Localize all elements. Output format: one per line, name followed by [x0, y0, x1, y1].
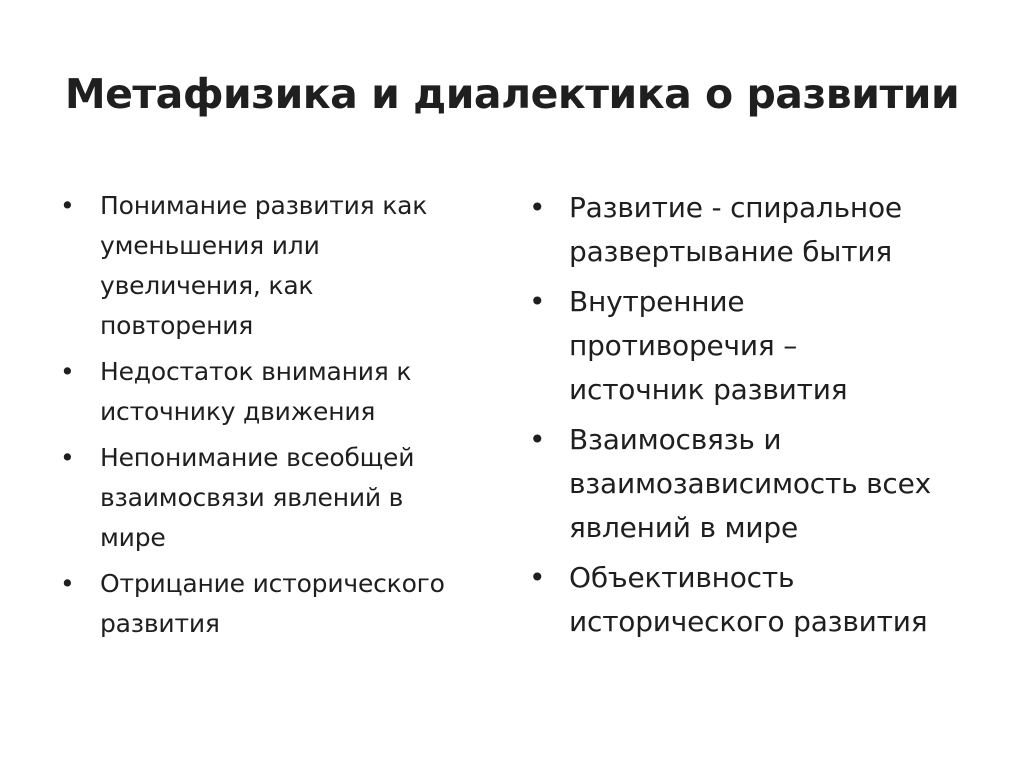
left-list-item-line: мире: [100, 523, 166, 552]
right-list-item: [527, 556, 997, 644]
left-list-item: [58, 352, 498, 432]
left-list-item-line: развития: [100, 609, 220, 638]
bullet-icon: •: [60, 443, 75, 472]
right-list-item-line: явлений в мире: [569, 511, 798, 544]
left-list-item-line: уменьшения или: [100, 231, 320, 260]
left-list-item: [58, 438, 498, 558]
left-list-item-line: увеличения, как: [100, 271, 314, 300]
left-list-item-line: Понимание развития как: [100, 191, 428, 220]
right-list-item-line: Развитие - спиральное: [569, 191, 902, 224]
left-list-item-line: Недостаток внимания к: [100, 357, 412, 386]
bullet-icon: •: [60, 191, 75, 220]
bullet-icon: •: [529, 191, 546, 224]
right-list-item: [527, 418, 997, 550]
left-list-item-line: повторения: [100, 311, 254, 340]
left-list-item-line: Непонимание всеобщей: [100, 443, 415, 472]
left-list-item-line: взаимосвязи явлений в: [100, 483, 404, 512]
bullet-icon: •: [529, 423, 546, 456]
right-list-item-line: исторического развития: [569, 605, 928, 638]
bullet-icon: •: [529, 285, 546, 318]
right-list-item-line: Внутренние: [569, 285, 745, 318]
bullet-icon: •: [60, 357, 75, 386]
left-list-item: [58, 186, 498, 346]
left-list-item-line: источнику движения: [100, 397, 376, 426]
left-column-list: [58, 186, 498, 650]
right-column-list: [527, 186, 997, 650]
right-list-item-line: Взаимосвязь и: [569, 423, 782, 456]
right-list-item-line: Объективность: [569, 561, 795, 594]
right-list-item-line: источник развития: [569, 373, 848, 406]
left-list-item-line: Отрицание исторического: [100, 569, 445, 598]
bullet-icon: •: [60, 569, 75, 598]
bullet-icon: •: [529, 561, 546, 594]
right-list-item-line: взаимозависимость всех: [569, 467, 931, 500]
right-list-item: [527, 280, 997, 412]
left-list-item: [58, 564, 498, 644]
right-list-item-line: развертывание бытия: [569, 235, 892, 268]
right-list-item-line: противоречия –: [569, 329, 798, 362]
right-list-item: [527, 186, 997, 274]
slide-title: Метафизика и диалектика о развитии: [64, 70, 960, 118]
